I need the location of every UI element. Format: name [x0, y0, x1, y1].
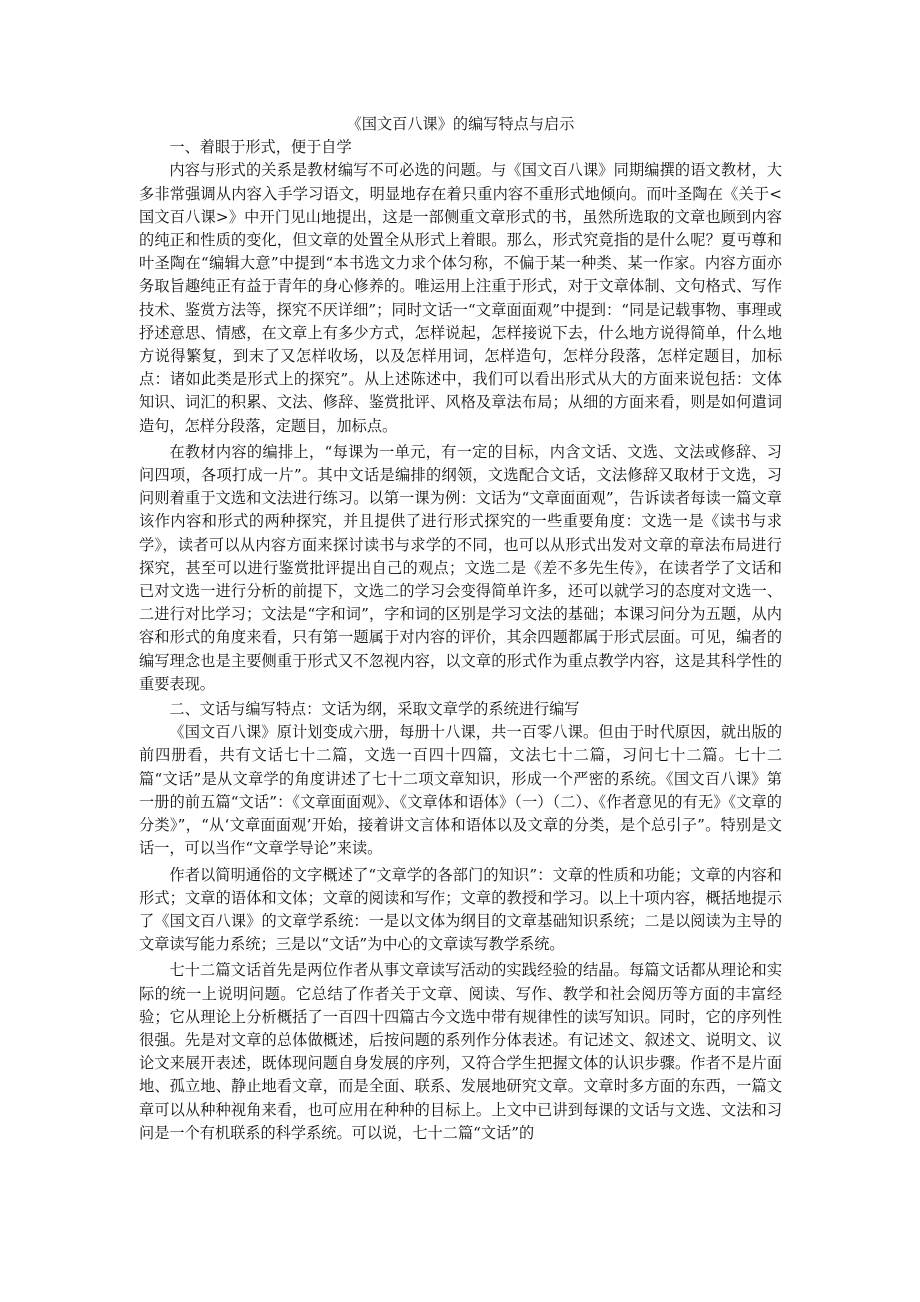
paragraph: 七十二篇文话首先是两位作者从事文章读写活动的实践经验的结晶。每篇文话都从理论和实际的统一上说明问题。它总结了作者关于文章、阅读、写作、教学和社会阅历等方面的丰富经验；它从理论上分析概括了一百四十四篇古今文选中带有规律性的读写知识。同时，它的序列性很强。先是对文章的总体做概述，后按问题的系列作分体表述。有记述文、叙述文、说明文、议论文来展开表述，既体现问题自身发展的序列，又符合学生把握文体的认识步骤。作者不是片面地、孤立地、静止地看文章，而是全面、联系、发展地研究文章。文章时多方面的东西，一篇文章可以从种种视角来看，也可应用在种种的目标上。上文中已讲到每课的文话与文选、文法和习问是一个有机联系的科学系统。可以说，七十二篇“文话”的 [139, 961, 782, 1142]
section-heading-2: 二、文话与编写特点：文话为纲，采取文章学的系统进行编写 [169, 700, 580, 719]
paragraph: 《国文百八课》原计划变成六册，每册十八课，共一百零八课。但由于时代原因，就出版的前四册看，共有文话七十二篇，文选一百四十四篇，文法七十二篇，习问七十二篇。七十二篇“文话”是从文章学的角度讲述了七十二项文章知识，形成一个严密的系统。《国文百八课》第一册的前五篇“文话”：《文章面面观》、《文章体和语体》（一）（二）、《作者意见的有无》《文章的分类》”，“从‘文章面面观’开始，接着讲文言体和语体以及文章的分类，是个总引子”。特别是文话一，可以当作“文章学导论”来读。 [139, 723, 782, 858]
paragraph: 内容与形式的关系是教材编写不可必选的问题。与《国文百八课》同期编撰的语文教材，大多非常强调从内容入手学习语文，明显地存在着只重内容不重形式地倾向。而叶圣陶在《关于<国文百八课>》中开门见山地提出，这是一部侧重文章形式的书，虽然所选取的文章也顾到内容的纯正和性质的变化，但文章的处置全从形式上着眼。那么，形式究竟指的是什么呢？夏丏尊和叶圣陶在“编辑大意”中提到“本书选文力求个体匀称，不偏于某一种类、某一作家。内容方面亦务取旨趣纯正有益于青年的身心修养的。唯运用上注重于形式，对于文章体制、文句格式、写作技术、鉴赏方法等，探究不厌详细”；同时文话一“文章面面观”中提到：“同是记载事物、事理或抒述意思、情感，在文章上有多少方式，怎样说起，怎样接说下去，什么地方说得简单，什么地方说得繁复，到末了又怎样收场，以及怎样用词，怎样造句，怎样分段落，怎样定题目，加标点：诸如此类是形式上的探究”。从上述陈述中，我们可以看出形式从大的方面来说包括：文体知识、词汇的积累、文法、修辞、鉴赏批评、风格及章法布局；从细的方面来看，则是如何遣词造句，怎样分段落，定题目，加标点。 [139, 161, 782, 435]
section-heading-1: 一、着眼于形式，便于自学 [169, 138, 352, 157]
document-page [139, 113, 782, 1148]
paragraph: 在教材内容的编排上，“每课为一单元，有一定的目标，内含文话、文选、文法或修辞、习问四项，各项打成一片”。其中文话是编排的纲领，文选配合文话，文法修辞又取材于文选，习问则着重于文选和文法进行练习。以第一课为例：文话为“文章面面观”，告诉读者每读一篇文章该作内容和形式的两种探究，并且提供了进行形式探究的一些重要角度：文选一是《读书与求学》，读者可以从内容方面来探讨读书与求学的不同，也可以从形式出发对文章的章法布局进行探究，甚至可以进行鉴赏批评提出自己的观点；文选二是《差不多先生传》，在读者学了文话和已对文选一进行分析的前提下，文选二的学习会变得简单许多，还可以就学习的态度对文选一、二进行对比学习；文法是“字和词”，字和词的区别是学习文法的基础；本课习问分为五题，从内容和形式的角度来看，只有第一题属于对内容的评价，其余四题都属于形式层面。可见，编者的编写理念也是主要侧重于形式又不忽视内容，以文章的形式作为重点教学内容，这是其科学性的重要表现。 [139, 442, 782, 693]
document-title: 《国文百八课》的编写特点与启示 [346, 115, 575, 133]
paragraph: 作者以简明通俗的文字概述了“文章学的各部门的知识”：文章的性质和功能；文章的内容和形式；文章的语体和文体；文章的阅读和写作；文章的教授和学习。以上十项内容，概括地提示了《国文百八课》的文章学系统：一是以文体为纲目的文章基础知识系统；二是以阅读为主导的文章读写能力系统；三是以“文话”为中心的文章读写教学系统。 [139, 865, 782, 954]
